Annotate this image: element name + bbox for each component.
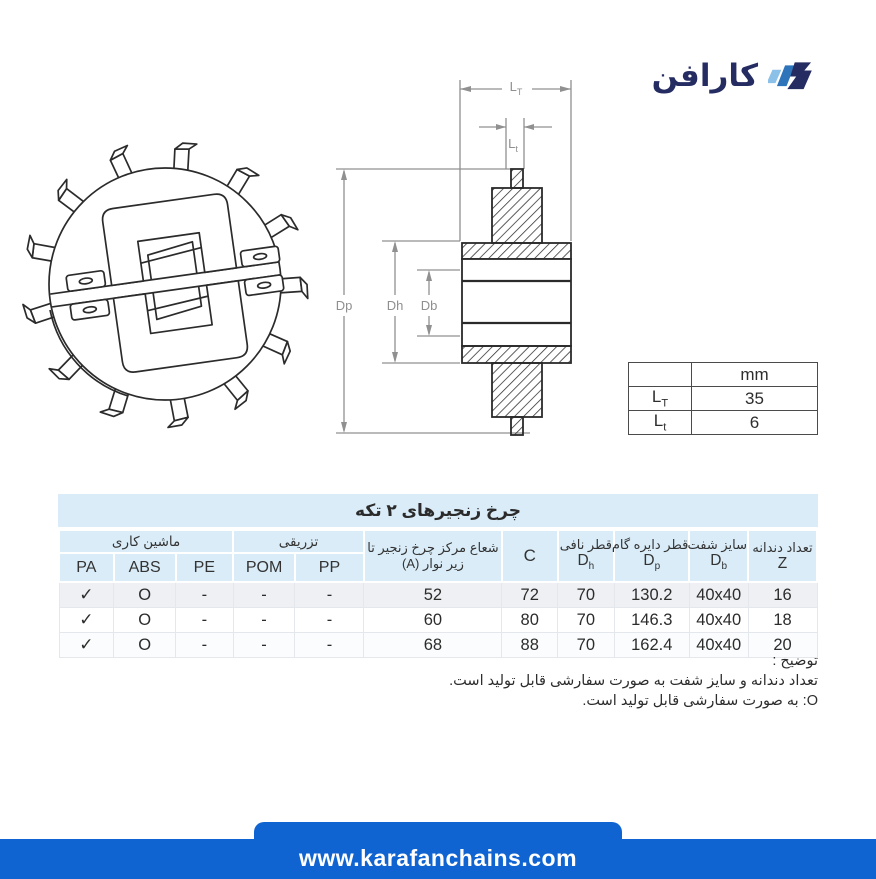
cell-hub: 70 bbox=[558, 633, 615, 658]
cell-c: 80 bbox=[502, 608, 558, 633]
corner-cell bbox=[629, 363, 692, 387]
table-row bbox=[59, 582, 817, 608]
cell-abs: O bbox=[114, 633, 176, 658]
header-group-row bbox=[59, 530, 817, 553]
cell-shaft: 40x40 bbox=[689, 608, 748, 633]
dim-label-lt-small: $L_t$ bbox=[508, 136, 518, 154]
dim-label-cell: $L_T$ bbox=[629, 387, 692, 411]
cell-pp: - bbox=[295, 633, 364, 658]
dim-value-cell: 35 bbox=[692, 387, 818, 411]
dim-label-db: Db bbox=[420, 298, 438, 313]
group-header-machining: ماشین کاری bbox=[59, 530, 233, 553]
table-row bbox=[629, 411, 818, 435]
cell-a: 52 bbox=[364, 582, 502, 608]
col-header-hub: قطر نافی $D_h$ bbox=[558, 530, 615, 582]
lt-dimension-table bbox=[628, 362, 818, 435]
cell-z: 18 bbox=[748, 608, 817, 633]
brand-logo-icon bbox=[768, 54, 814, 96]
dim-label-lt-big: $L_T$ bbox=[509, 79, 523, 97]
notes-line: تعداد دندانه و سایز شفت به صورت سفارشی قابل تولید است. bbox=[449, 673, 818, 689]
cell-pp: - bbox=[295, 608, 364, 633]
cell-pitch: 130.2 bbox=[614, 582, 689, 608]
cell-pitch: 162.4 bbox=[614, 633, 689, 658]
cell-pom: - bbox=[233, 582, 295, 608]
col-header-pitch: قطر دایره گام $D_p$ bbox=[614, 530, 689, 582]
cell-z: 20 bbox=[748, 633, 817, 658]
cell-pe: - bbox=[176, 633, 234, 658]
cell-pa-check: ✓ bbox=[59, 582, 114, 608]
unit-header: mm bbox=[692, 363, 818, 387]
spec-table-title: چرخ زنجیرهای ۲ تکه bbox=[58, 494, 818, 527]
col-header-pe: PE bbox=[176, 553, 234, 582]
cell-shaft: 40x40 bbox=[689, 633, 748, 658]
cell-abs: O bbox=[114, 582, 176, 608]
table-row bbox=[629, 387, 818, 411]
dim-label-dh: Dh bbox=[386, 298, 404, 313]
brand-logo bbox=[652, 54, 814, 96]
website-link[interactable]: www.karafanchains.com bbox=[298, 845, 578, 871]
cell-c: 72 bbox=[502, 582, 558, 608]
cell-pom: - bbox=[233, 608, 295, 633]
dim-label-cell: $L_t$ bbox=[629, 411, 692, 435]
sprocket-cross-section-drawing bbox=[330, 58, 622, 450]
col-header-radius-a: شعاع مرکز چرخ زنجیر تا زیر نوار (A) bbox=[364, 530, 502, 582]
spec-table bbox=[58, 529, 818, 658]
cell-z: 16 bbox=[748, 582, 817, 608]
cell-pe: - bbox=[176, 582, 234, 608]
cell-pitch: 146.3 bbox=[614, 608, 689, 633]
cell-hub: 70 bbox=[558, 582, 615, 608]
cell-pom: - bbox=[233, 633, 295, 658]
cell-pe: - bbox=[176, 608, 234, 633]
col-header-teeth: تعداد دندانه Z bbox=[748, 530, 817, 582]
table-row bbox=[59, 608, 817, 633]
cell-abs: O bbox=[114, 608, 176, 633]
brand-name: کارافن bbox=[651, 57, 758, 93]
cell-pp: - bbox=[295, 582, 364, 608]
notes-heading: توضیح : bbox=[772, 653, 818, 669]
cell-c: 88 bbox=[502, 633, 558, 658]
notes-block bbox=[449, 651, 818, 711]
group-header-injection: تزریقی bbox=[233, 530, 364, 553]
spec-table-section bbox=[58, 494, 818, 658]
col-header-pa: PA bbox=[59, 553, 114, 582]
cell-hub: 70 bbox=[558, 608, 615, 633]
cell-pa-check: ✓ bbox=[59, 633, 114, 658]
cross-section-body bbox=[462, 169, 571, 435]
dim-value-cell: 6 bbox=[692, 411, 818, 435]
footer-tab bbox=[254, 822, 622, 839]
cell-shaft: 40x40 bbox=[689, 582, 748, 608]
dim-label-dp: Dp bbox=[335, 298, 353, 313]
notes-line: O: به صورت سفارشی قابل تولید است. bbox=[582, 693, 818, 709]
col-header-abs: ABS bbox=[114, 553, 176, 582]
col-header-pom: POM bbox=[233, 553, 295, 582]
col-header-c: C bbox=[502, 530, 558, 582]
sprocket-isometric-drawing bbox=[12, 132, 322, 442]
table-row bbox=[629, 363, 818, 387]
col-header-shaft: سایز شفت $D_b$ bbox=[689, 530, 748, 582]
cell-a: 60 bbox=[364, 608, 502, 633]
cell-pa-check: ✓ bbox=[59, 608, 114, 633]
cell-a: 68 bbox=[364, 633, 502, 658]
col-header-pp: PP bbox=[295, 553, 364, 582]
